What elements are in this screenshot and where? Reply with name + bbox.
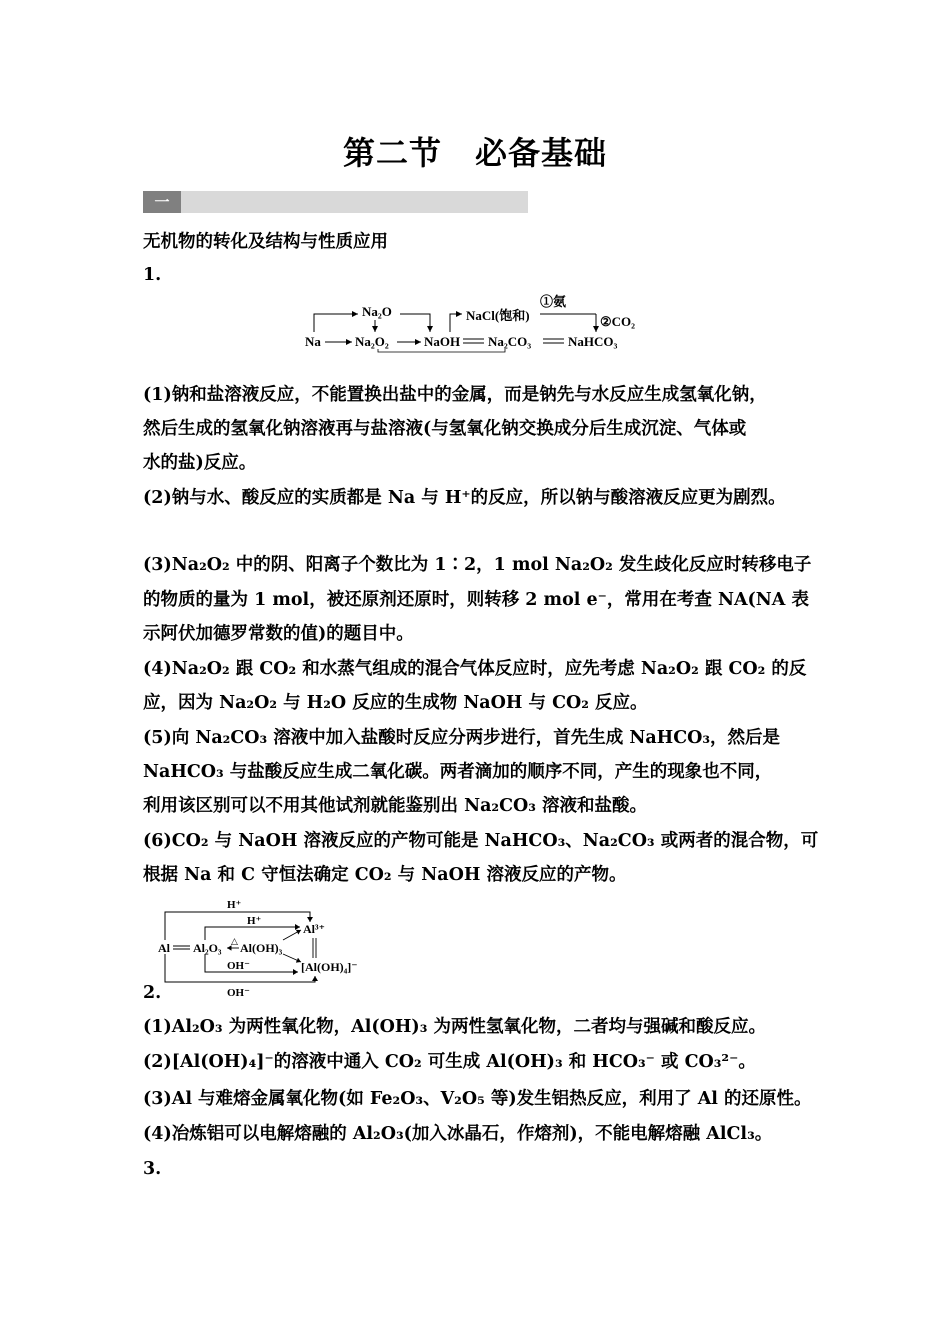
item-number-3: 3. <box>143 1159 162 1179</box>
nahco3-label: NaHCO₃ <box>568 334 618 349</box>
ammonia-label: ①氨 <box>540 294 567 309</box>
paragraph-6-line-1: (6)CO₂ 与 NaOH 溶液反应的产物可能是 NaHCO₃、Na₂CO₃ 或两者的混合物，可 <box>143 831 819 851</box>
item-number-2: 2. <box>143 983 162 1003</box>
paragraph-2: (2)钠与水、酸反应的实质都是 Na 与 H⁺的反应，所以钠与酸溶液反应更为剧烈。 <box>143 488 786 508</box>
h-inner-label: H⁺ <box>247 915 262 927</box>
paragraph-1-line-1: (1)钠和盐溶液反应，不能置换出盐中的金属，而是钠先与水反应生成氢氧化钠， <box>143 385 767 405</box>
paragraph-5-line-2: NaHCO₃ 与盐酸反应生成二氧化碳。两者滴加的顺序不同，产生的现象也不同， <box>143 762 773 782</box>
aluminum-point-1: (1)Al₂O₃ 为两性氧化物，Al(OH)₃ 为两性氢氧化物，二者均与强碱和酸反应。 <box>143 1017 766 1037</box>
paragraph-4-line-2: 应，因为 Na₂O₂ 与 H₂O 反应的生成物 NaOH 与 CO₂ 反应。 <box>143 693 648 713</box>
aloh3-label: Al(OH)₃ <box>240 941 283 955</box>
aloh4-label: [Al(OH)₄]⁻ <box>301 960 358 974</box>
na2o-label: Na₂O <box>362 304 392 319</box>
paragraph-4-line-1: (4)Na₂O₂ 跟 CO₂ 和水蒸气组成的混合气体反应时，应先考虑 Na₂O₂ 跟 CO₂ 的反 <box>143 659 807 679</box>
h-top-label: H⁺ <box>227 899 242 911</box>
na2co3-label: Na₂CO₃ <box>488 334 532 349</box>
co2-label: ②CO₂ <box>600 314 636 329</box>
paragraph-3-line-2: 的物质的量为 1 mol，被还原剂还原时，则转移 2 mol e⁻，常用在考查 NA(NA 表 <box>143 590 809 610</box>
na2o2-label: Na₂O₂ <box>355 334 389 349</box>
na-label: Na <box>305 334 321 349</box>
paragraph-1-line-3: 水的盐)反应。 <box>143 453 257 473</box>
al-label: Al <box>158 941 170 955</box>
paragraph-6-line-2: 根据 Na 和 C 守恒法确定 CO₂ 与 NaOH 溶液反应的产物。 <box>143 865 627 885</box>
paragraph-5-line-3: 利用该区别可以不用其他试剂就能鉴别出 Na₂CO₃ 溶液和盐酸。 <box>143 796 648 816</box>
section-header-bar <box>143 191 528 213</box>
aluminum-point-4: (4)冶炼铝可以电解熔融的 Al₂O₃(加入冰晶石，作熔剂)，不能电解熔融 AlCl₃。 <box>143 1124 773 1144</box>
paragraph-1-line-2: 然后生成的氢氧化钠溶液再与盐溶液(与氢氧化钠交换成分后生成沉淀、气体或 <box>143 419 747 439</box>
naoh-label: NaOH <box>424 334 461 349</box>
section-number: 一 <box>143 191 181 213</box>
nacl-label: NaCl(饱和) <box>466 308 530 323</box>
section-heading: 无机物的转化及结构与性质应用 <box>143 232 388 252</box>
item-number-1: 1. <box>143 265 162 285</box>
paragraph-3-line-3: 示阿伏加德罗常数的值)的题目中。 <box>143 624 414 644</box>
aluminum-point-2: (2)[Al(OH)₄]⁻的溶液中通入 CO₂ 可生成 Al(OH)₃ 和 HCO₃⁻ 或 CO₃²⁻。 <box>143 1052 756 1072</box>
al2o3-label: Al₂O₃ <box>193 941 222 955</box>
paragraph-5-line-1: (5)向 Na₂CO₃ 溶液中加入盐酸时反应分两步进行，首先生成 NaHCO₃，然后是 <box>143 728 781 748</box>
al3-label: Al³⁺ <box>303 922 325 936</box>
aluminum-point-3: (3)Al 与难熔金属氧化物(如 Fe₂O₃、V₂O₅ 等)发生铝热反应，利用了 Al 的还原性。 <box>143 1089 812 1109</box>
delta-label: △ <box>231 936 238 946</box>
oh-bottom-label: OH⁻ <box>227 987 250 999</box>
oh-inner-label: OH⁻ <box>227 960 250 972</box>
sodium-conversion-diagram <box>300 292 650 354</box>
page-title: 第二节 必备基础 <box>342 134 607 172</box>
paragraph-3-line-1: (3)Na₂O₂ 中的阴、阳离子个数比为 1∶2，1 mol Na₂O₂ 发生歧化反应时转移电子 <box>143 555 812 575</box>
